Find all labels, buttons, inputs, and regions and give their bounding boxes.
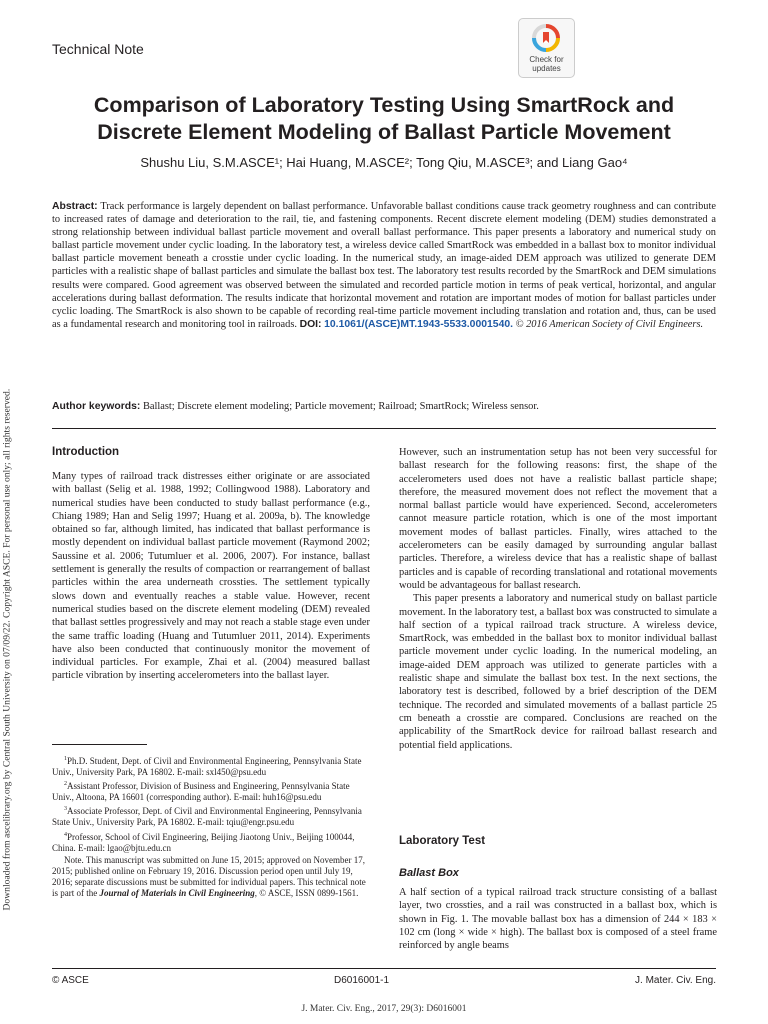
- citation-line: J. Mater. Civ. Eng., 2017, 29(3): D6016001: [301, 1004, 467, 1014]
- ballast-box-text: A half section of a typical railroad track structure consisting of a ballast layer, two crossties, and a rail was constructed in a ballast box, which is shown in Fig. 1. The movable ballast box has a dimension of 244 × 183 × 102 cm (long × wide × high). The ballast box is composed of a steel frame reinforced by angle beams: [399, 887, 717, 952]
- abstract-section: [52, 200, 716, 390]
- ballast-box-subheading: Ballast Box: [399, 867, 459, 879]
- title-line-2: Discrete Element Modeling of Ballast Particle Movement: [97, 120, 671, 144]
- intro-paragraph-3: This paper presents a laboratory and numerical study on ballast particle movement. In the laboratory test, a ballast box was constructed to simulate a half section of a typical railroad track structure. A wireless device, SmartRock, was embedded in the ballast box to monitor individual ballast particle movement under cyclic loading. In the numerical modeling, an image-aided DEM approach was utilized to generate particles with a realistic shape and simulate the ballast box test. In the next sections, the laboratory test is described, followed by a brief description of the DEM technique. The recorded and simulated movements of a ballast particle 25 cm beneath a crosstie are compared. Conclusions are reached on the applicability of the SmartRock device for railroad ballast research and potential field applications.: [399, 593, 717, 751]
- laboratory-test-heading: Laboratory Test: [399, 835, 486, 847]
- intro-paragraph-2: However, such an instrumentation setup has not been very successful for ballast research for the following reasons: first, the shape of the accelerometers used does not have a realistic ballast particle shape; therefore, the measured movement does not reflect the movement that a normal ballast particle would have experienced. Second, accelerometers cannot measure particle rotation, which is one of the most important movement modes of ballast particles. Finally, wires attached to the accelerometers can be easily damaged by surrounding angular ballast particles. Therefore, a wireless device that has a realistic shape of ballast particles and is capable of recording translational and rotational movements would be advantageous for ballast research.: [399, 447, 717, 591]
- keywords-label: Author keywords:: [52, 401, 141, 412]
- footer-publisher: © ASCE: [52, 975, 89, 986]
- footer-journal: J. Mater. Civ. Eng.: [635, 975, 716, 986]
- intro-paragraph-1: Many types of railroad track distresses either originate or are associated with ballast (Selig et al. 1988, 1992; Collingwood 1988). Laboratory and numerical studies have been conducted to study ballast performance (e.g., Chiang 1989; Han and Selig 1997; Huang et al. 2009a, b). The knowledge obtained so far, although limited, has indicated that ballast performance is mostly dependent on individual ballast particle movement (Raymond 2002; Saussine et al. 2006; Tutumluer et al. 2006, 2007). For instance, ballast settlement is generally the results of compaction or rearrangement of ballast particles within the area underneath crossties. The settlement typically slows down and eventually reaches a stable value. However, recent numerical studies based on the discrete element modeling (DEM) revealed that ballast settles progressively and may not reach a stable stage even under the same traffic loading (Huang and Tutumluer 2011, 2014). Experiments have also been conducted that continuously monitor the movement of individual particles. For example, Zhai et al. (2004) measured ballast particle vibration by inserting accelerometers into the ballast layer.: [52, 471, 370, 682]
- right-column: [399, 446, 717, 752]
- footnote: $^3$Associate Professor, Dept. of Civil and Environmental Engineering, Pennsylvania State Univ., University Park, PA 16802. E-mail: tqiu@engr.psu.edu: [52, 806, 362, 828]
- crossmark-icon: [532, 24, 560, 52]
- download-notice: Downloaded from ascelibrary.org by Central South University on 07/09/22. Copyright ASCE. For personal use only; all rights reserved.: [1, 388, 13, 911]
- check-updates-label: Check for updates: [529, 55, 564, 73]
- doi-label: DOI:: [299, 318, 322, 330]
- footer-divider: [52, 968, 716, 969]
- footnote: $^2$Assistant Professor, Division of Business and Engineering, Pennsylvania State Univ., Altoona, PA 16601 (corresponding author). E-mail: huh16@psu.edu: [52, 781, 350, 803]
- section-divider: [52, 428, 716, 429]
- journal-name: Journal of Materials in Civil Engineering: [99, 888, 255, 899]
- footnotes: [52, 754, 370, 900]
- keywords-section: [52, 401, 716, 412]
- title-line-1: Comparison of Laboratory Testing Using SmartRock and: [93, 93, 675, 117]
- abstract-text: Track performance is largely dependent on ballast performance. Unfavorable ballast conditions cause track geometry roughness and can contribute to increased rates of damage and deterioration to the rail, tie, and fastening components. Recent discrete element modeling (DEM) studies demonstrated a strong relationship between individual ballast particle movement and overall ballast performance. This paper presents a laboratory and numerical study on ballast particle movement under cyclic loading. In the laboratory test, a wireless device called SmartRock was embedded in a ballast box to monitor individual ballast particle movement beneath a crosstie under cyclic loading. In the numerical study, an image-aided DEM approach was utilized to generate DEM particles with a realistic shape of ballast particles and simulate the ballast box test. The laboratory test results recorded by the SmartRock and DEM simulations results were compared. Good agreement was observed between the simulated and recorded particle motion in terms of peak vertical, horizontal, and angular accelerations during ballast deformation. The results indicate that horizontal movement and rotation are important modes of motion for ballast particles under cyclic loading. The SmartRock is also shown to be capable of recording real-time particle movement including translation and rotation and, thus, can be used as a fundamental research and monitoring tool in railroads.: [52, 201, 716, 330]
- keywords-text: Ballast; Discrete element modeling; Particle movement; Railroad; SmartRock; Wireless sensor.: [142, 401, 539, 412]
- abstract-label: Abstract:: [52, 201, 98, 212]
- footnote: $^4$Professor, School of Civil Engineering, Beijing Jiaotong Univ., Beijing 100044, China. E-mail: lgao@bjtu.edu.cn: [52, 831, 355, 853]
- manuscript-note: Note. This manuscript was submitted on June 15, 2015; approved on November 17, 2015; published online on February 19, 2016. Discussion period open until July 19, 2016; separate discussions must be submitted for individual papers. This technical note is part of the Journal of Materials in Civil Engineering, © ASCE, ISSN 0899-1561.: [52, 854, 366, 899]
- copyright-notice: © 2016 American Society of Civil Engineers.: [515, 318, 704, 330]
- doi-link[interactable]: 10.1061/(ASCE)MT.1943-5533.0001540.: [324, 318, 514, 330]
- introduction-heading: Introduction: [52, 446, 120, 458]
- author-list: Shushu Liu, S.M.ASCE¹; Hai Huang, M.ASCE²; Tong Qiu, M.ASCE³; and Liang Gao⁴: [140, 155, 628, 170]
- footnote-divider: [52, 744, 147, 745]
- footer-page-id: D6016001-1: [334, 975, 390, 986]
- article-type: Technical Note: [52, 41, 144, 57]
- paper-title: [40, 92, 728, 146]
- check-for-updates-badge[interactable]: [518, 18, 575, 78]
- left-column: [52, 470, 370, 683]
- footnote: $^1$Ph.D. Student, Dept. of Civil and Environmental Engineering, Pennsylvania State Univ., University Park, PA 16802. E-mail: sxl450@psu.edu: [52, 756, 362, 778]
